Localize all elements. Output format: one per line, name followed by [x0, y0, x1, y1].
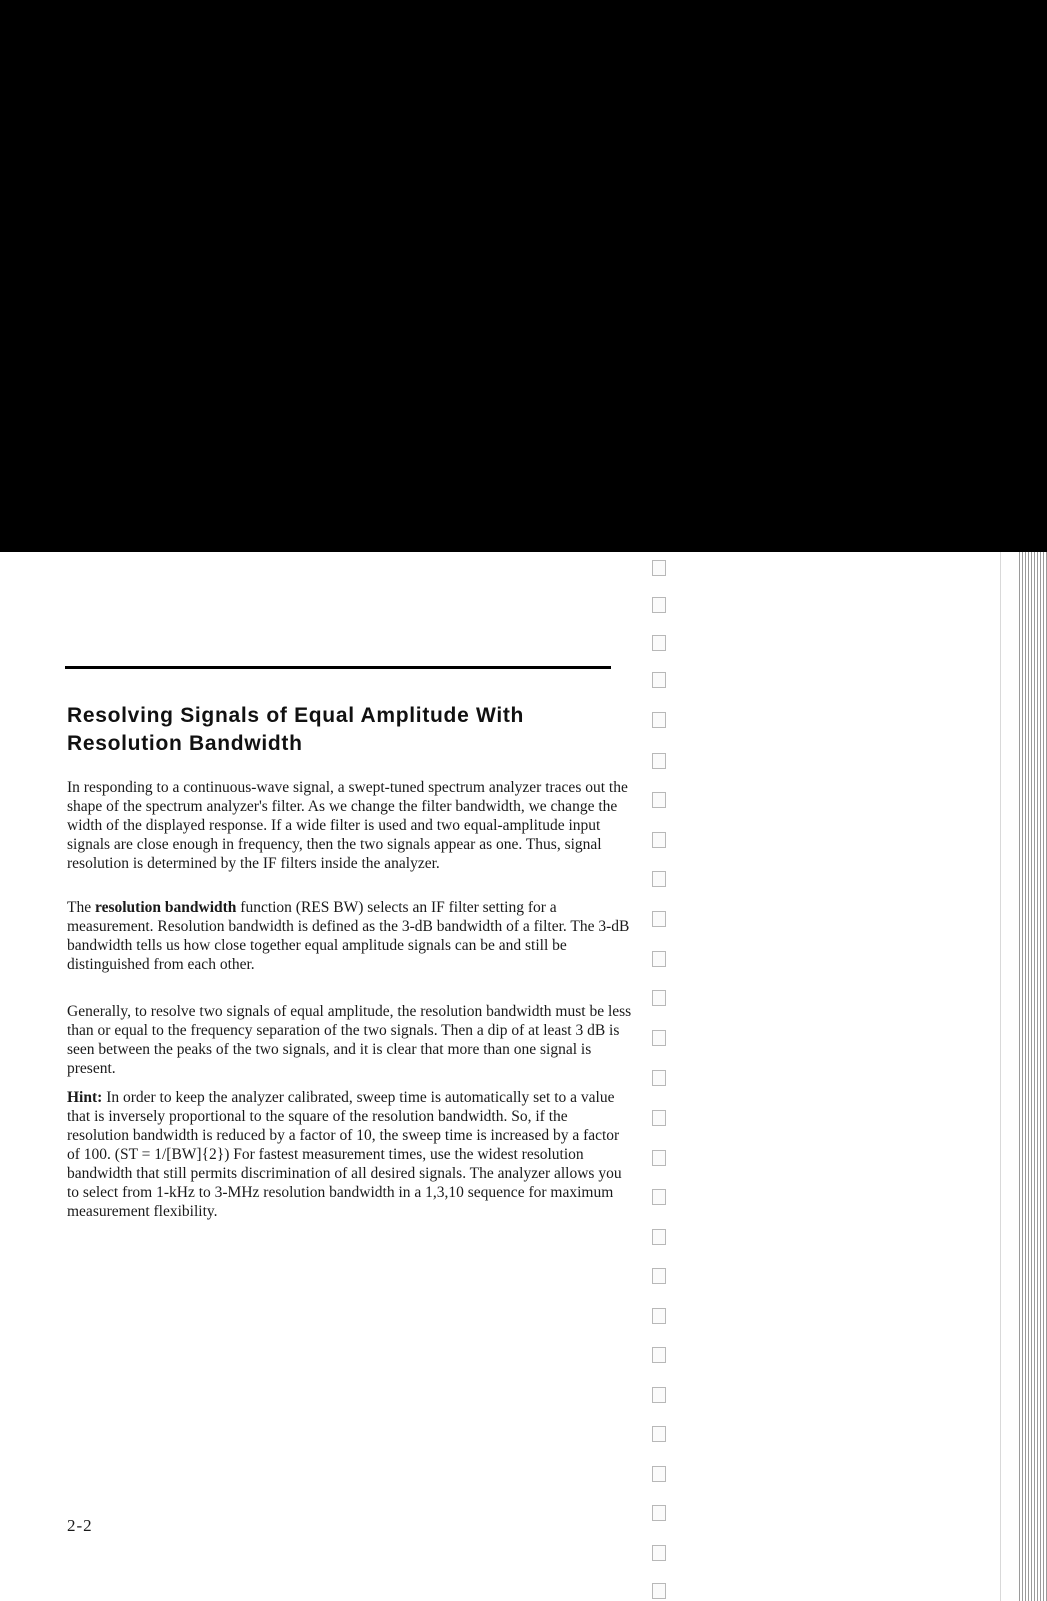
bold-term-resolution-bandwidth: resolution bandwidth: [94, 899, 237, 916]
index-tab: [652, 832, 666, 848]
index-tab: [652, 1268, 666, 1284]
page-edge-lines: [1017, 552, 1047, 1601]
index-tab: [652, 1545, 666, 1561]
index-tab: [652, 1466, 666, 1482]
index-tab: [652, 1387, 666, 1403]
index-tab: [652, 1150, 666, 1166]
paragraph-text: function (RES BW) selects an IF filter setting for a measurement. Resolution bandwidth is defined as the 3-dB bandwidth of a filter. The 3-dB bandwidth tells us how close together equal amplitude signals can be and still be distinguished from each other.: [67, 899, 630, 973]
paragraph-hint: [67, 1088, 633, 1221]
index-tab: [652, 792, 666, 808]
index-tab: [652, 1308, 666, 1324]
index-tab: [652, 951, 666, 967]
index-tab: [652, 1110, 666, 1126]
paragraph-res-bw-function: [67, 898, 633, 974]
index-tab: [652, 1189, 666, 1205]
hint-text: In order to keep the analyzer calibrated, sweep time is automatically set to a value that is inversely proportional to the square of the resolution bandwidth. So, if the resolution bandwidth is reduced by a factor of 10, the sweep time is increased by a factor of 100. (ST = 1/[BW]{2}) For fastest measurement times, use the widest resolution bandwidth that still permits discrimination of all desired signals. The analyzer allows you to select from 1-kHz to 3-MHz resolution bandwidth in a 1,3,10 sequence for maximum measurement flexibility.: [67, 1089, 622, 1220]
index-tab: [652, 1347, 666, 1363]
paragraph-text: The: [67, 899, 95, 916]
gutter-line: [1000, 552, 1001, 1601]
index-tab: [652, 672, 666, 688]
index-tab: [652, 712, 666, 728]
section-rule: [65, 666, 611, 669]
hint-label: Hint:: [67, 1089, 103, 1106]
index-tab: [652, 1505, 666, 1521]
section-heading: Resolving Signals of Equal Amplitude With Resolution Bandwidth: [67, 704, 525, 755]
index-tab: [652, 753, 666, 769]
index-tab: [652, 1070, 666, 1086]
scan-black-band: [0, 0, 1047, 552]
index-tab: [652, 1426, 666, 1442]
index-tab: [652, 1229, 666, 1245]
index-tab: [652, 1583, 666, 1599]
index-tab: [652, 635, 666, 651]
page-number: 2-2: [67, 1516, 93, 1535]
index-tab: [652, 871, 666, 887]
index-tab: [652, 990, 666, 1006]
paragraph-cw-response: In responding to a continuous-wave signal, a swept-tuned spectrum analyzer traces out the shape of the spectrum analyzer's filter. As we change the filter bandwidth, we change the width of the displayed response. If a wide filter is used and two equal-amplitude input signals are close enough in frequency, then the two signals appear as one. Thus, signal resolution is determined by the IF filters inside the analyzer.: [67, 779, 628, 872]
index-tab: [652, 597, 666, 613]
index-tab: [652, 911, 666, 927]
paragraph-resolve-signals: Generally, to resolve two signals of equal amplitude, the resolution bandwidth must be less than or equal to the frequency separation of the two signals. Then a dip of at least 3 dB is seen between the peaks of the two signals, and it is clear that more than one signal is present.: [67, 1003, 632, 1077]
index-tab: [652, 560, 666, 576]
index-tab: [652, 1030, 666, 1046]
